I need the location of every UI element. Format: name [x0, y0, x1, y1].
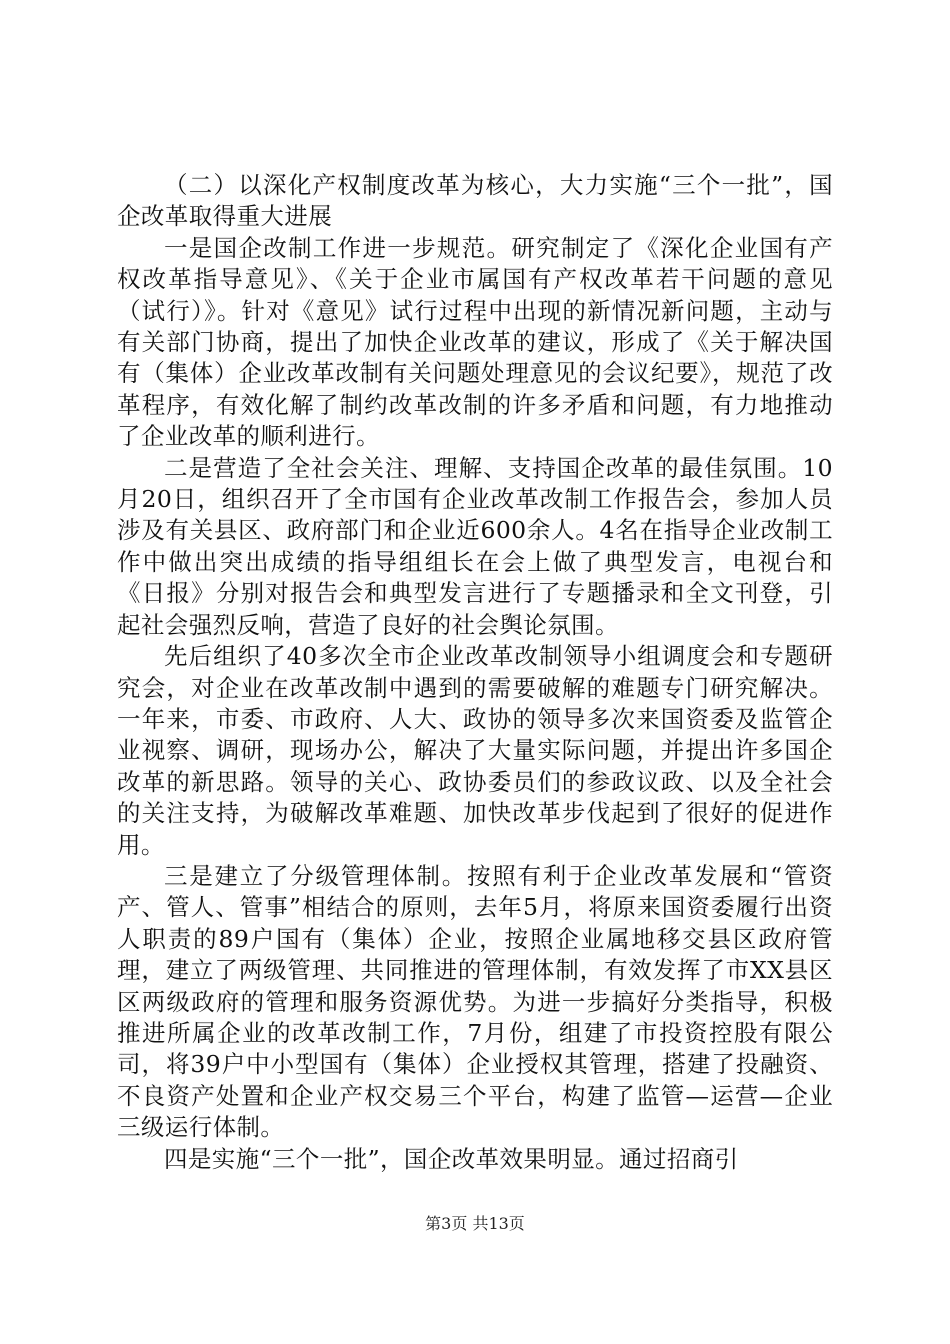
page-number-footer: 第3页 共13页: [425, 1214, 525, 1233]
paragraph-three-batches: 四是实施“三个一批”，国企改革效果明显。通过招商引: [164, 1144, 739, 1173]
paragraph-social-atmosphere: 二是营造了全社会关注、理解、支持国企改革的最佳氛围。10月20日，组织召开了全市国有企业改革改制工作报告会，参加人员涉及有关县区、政府部门和企业近600余人。4名在指导企业改制工作中做出突出成绩的指导组组长在会上做了典型发言，电视台和《日报》分别对报告会和典型发言进行了专题播录和全文刊登，引起社会强烈反响，营造了良好的社会舆论氛围。: [117, 453, 833, 639]
section-heading-paragraph: （二）以深化产权制度改革为核心，大力实施“三个一批”，国企改革取得重大进展: [117, 171, 833, 231]
paragraph-management-system: 三是建立了分级管理体制。按照有利于企业改革发展和“管资产、管人、管事”相结合的原则，去年5月，将原来国资委履行出资人职责的89户国有（集体）企业，按照企业属地移交县区政府管理，建立了两级管理、共同推进的管理体制，有效发挥了市XX县区区两级政府的管理和服务资源优势。为进一步搞好分类指导，积极推进所属企业的改革改制工作，7月份，组建了市投资控股有限公司，将39户中小型国有（集体）企业授权其管理，搭建了投融资、不良资产处置和企业产权交易三个平台，构建了监管—运营—企业三级运行体制。: [117, 861, 833, 1142]
document-body: [117, 170, 833, 1175]
paragraph-special-meetings: 先后组织了40多次全市企业改革改制领导小组调度会和专题研究会，对企业在改革改制中遇到的需要破解的难题专门研究解决。一年来，市委、市政府、人大、政协的领导多次来国资委及监管企业视察、调研，现场办公，解决了大量实际问题，并提出许多国企改革的新思路。领导的关心、政协委员们的参政议政、以及全社会的关注支持，为破解改革难题、加快改革步伐起到了很好的促进作用。: [117, 642, 833, 859]
paragraph-reform-standardization: 一是国企改制工作进一步规范。研究制定了《深化企业国有产权改革指导意见》、《关于企业市属国有产权改革若干问题的意见（试行）》。针对《意见》试行过程中出现的新情况新问题，主动与有关部门协商，提出了加快企业改革的建议，形成了《关于解决国有（集体）企业改革改制有关问题处理意见的会议纪要》，规范了改革程序，有效化解了制约改革改制的许多矛盾和问题，有力地推动了企业改革的顺利进行。: [117, 233, 833, 451]
